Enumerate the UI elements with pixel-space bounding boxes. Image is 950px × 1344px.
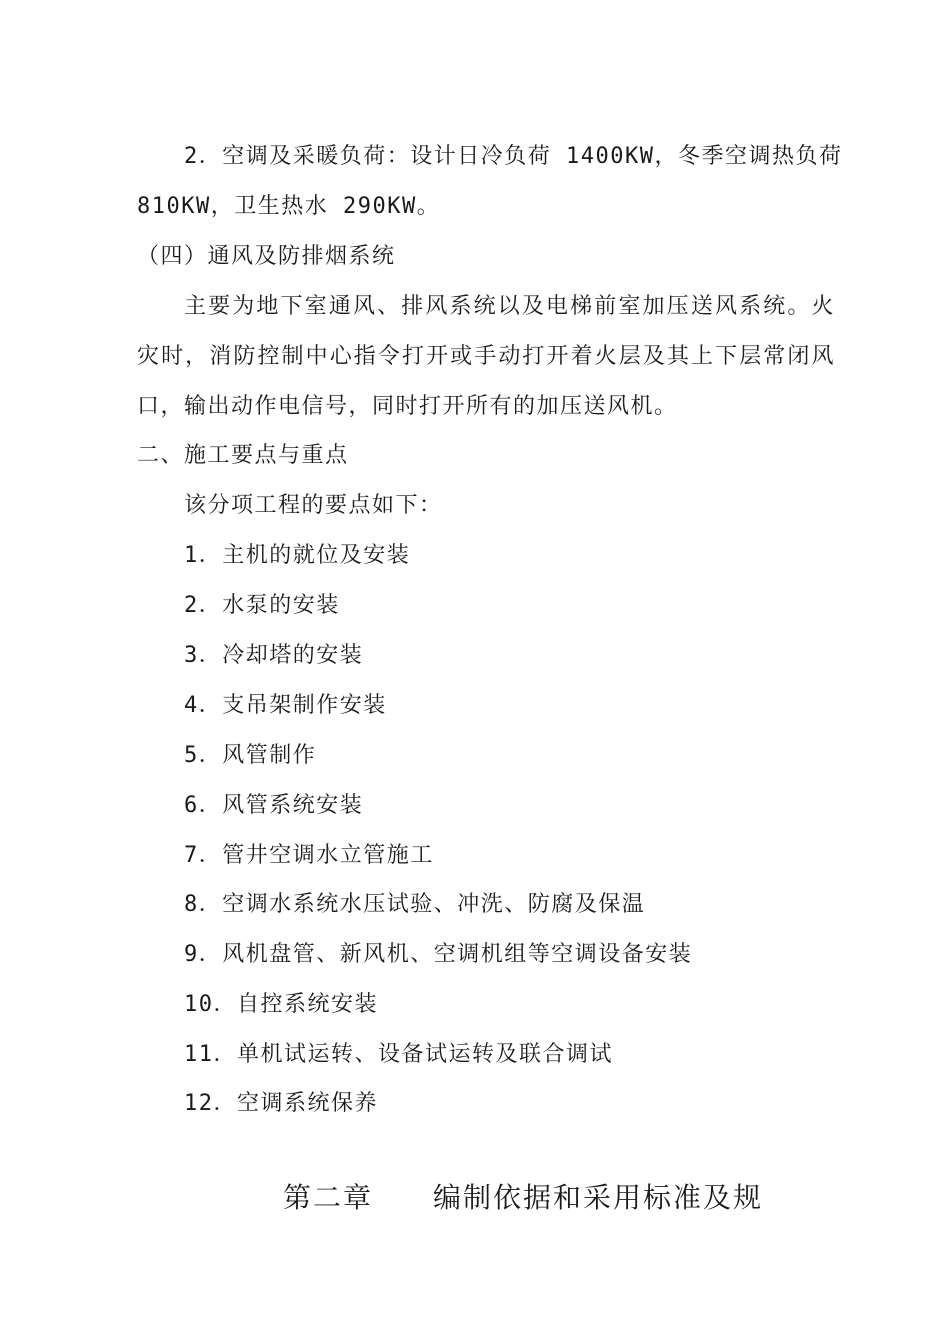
- list-item: 1．主机的就位及安装: [184, 543, 411, 568]
- chapter-number: 第二章: [283, 1181, 374, 1214]
- paragraph-load-line1: 2．空调及采暖负荷：设计日冷负荷 1400KW，冬季空调热负荷: [184, 144, 843, 169]
- list-item: 12．空调系统保养: [184, 1091, 378, 1116]
- list-item: 7．管井空调水立管施工: [184, 843, 434, 868]
- list-item: 10．自控系统安装: [184, 992, 378, 1017]
- list-item: 9．风机盘管、新风机、空调机组等空调设备安装: [184, 942, 693, 967]
- paragraph-ventilation-line1: 主要为地下室通风、排风系统以及电梯前室加压送风系统。火: [184, 294, 835, 319]
- chapter-heading: [283, 1180, 803, 1216]
- list-item: 6．风管系统安装: [184, 793, 364, 818]
- list-item: 4．支吊架制作安装: [184, 693, 387, 718]
- list-item: 5．风管制作: [184, 743, 317, 768]
- paragraph-ventilation-line3: 口，输出动作电信号，同时打开所有的加压送风机。: [137, 394, 678, 419]
- paragraph-ventilation-line2: 灾时，消防控制中心指令打开或手动打开着火层及其上下层常闭风: [137, 344, 835, 369]
- list-item: 11．单机试运转、设备试运转及联合调试: [184, 1042, 613, 1067]
- list-item: 2．水泵的安装: [184, 593, 340, 618]
- heading-ventilation: （四）通风及防排烟系统: [137, 244, 396, 269]
- list-item: 8．空调水系统水压试验、冲洗、防腐及保温: [184, 892, 646, 917]
- chapter-title: 编制依据和采用标准及规: [433, 1181, 764, 1214]
- section-heading-key-points: 二、施工要点与重点: [137, 443, 349, 468]
- paragraph-load-line2: 810KW，卫生热水 290KW。: [137, 194, 441, 219]
- list-item: 3．冷却塔的安装: [184, 643, 364, 668]
- key-points-intro: 该分项工程的要点如下：: [184, 493, 443, 518]
